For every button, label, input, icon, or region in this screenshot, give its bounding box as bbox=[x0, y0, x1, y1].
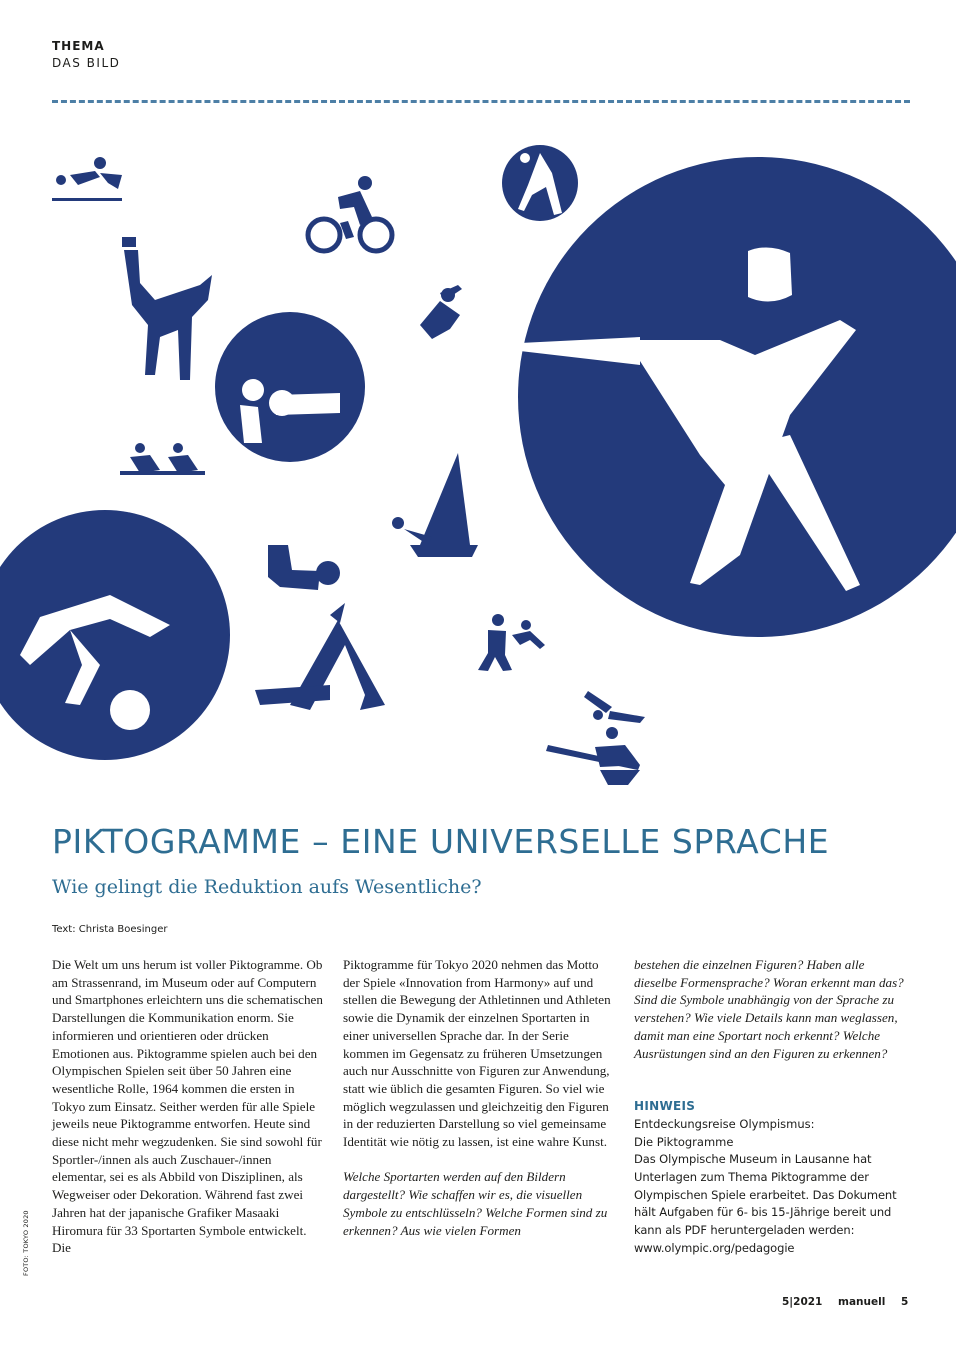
page-subtitle: Wie gelingt die Reduktion aufs Wesentliche? bbox=[52, 876, 482, 898]
climbing-icon bbox=[502, 145, 578, 221]
page-footer bbox=[782, 1296, 908, 1308]
section-subtitle: DAS BILD bbox=[52, 56, 121, 70]
dashed-divider bbox=[52, 100, 910, 103]
hinweis-title: HINWEIS bbox=[634, 1099, 696, 1114]
body-paragraph: Piktogramme für Tokyo 2020 nehmen das Motto der Spiele «Innovation from Harmony» auf und stellen die Bewegung der Athletinnen und Athleten sowie die Dynamik der einzelnen Sportarten in einer universellen Sprache dar. In der Serie kommen im Gegensatz zu früheren Umsetzungen auch nur Ausschnitte von Figuren zur Anwendung, statt wie üblich die gesamten Figuren. So viel wie möglich wegzulassen und gleichzeitig den Figuren in der reduzierten Darstellung so viel gemeinsame Identität wie nötig zu lassen, ist eine wahre Kunst. bbox=[343, 957, 611, 1150]
questions-paragraph: bestehen die einzelnen Figuren? Haben alle dieselbe Formensprache? Woran erkennt man das? Sind die Symbole unabhängig von der Sprache zu verstehen? Wie viele Details kann man weglassen, damit man eine Sportart noch erkennt? Welche Ausrüstungen sind an den Figuren zu erkennen? bbox=[634, 957, 904, 1061]
gymnastics-icon bbox=[420, 285, 462, 339]
text-column-3 bbox=[634, 956, 906, 1258]
issue-number: 5|2021 bbox=[782, 1296, 823, 1308]
fencing-icon bbox=[518, 157, 956, 637]
hinweis-subtitle-1: Entdeckungsreise Olympismus: bbox=[634, 1116, 815, 1131]
artistic-swimming-icon bbox=[255, 603, 385, 710]
text-column-2 bbox=[343, 956, 615, 1239]
shooting-icon bbox=[52, 157, 122, 201]
magazine-name: manuell bbox=[838, 1296, 886, 1308]
cycling-icon bbox=[308, 176, 392, 251]
hinweis-body: Das Olympische Museum in Lausanne hat Unterlagen zum Thema Piktogramme der Olympischen Spiele erarbeitet. Das Dokument hält Aufgaben für 6- bis 15-Jährige bereit und kann als PDF heruntergeladen werden: www.olympic.org/pedagogie bbox=[634, 1152, 897, 1255]
rowing-icon bbox=[120, 443, 205, 475]
questions-paragraph: Welche Sportarten werden auf den Bildern dargestellt? Wie schaffen wir es, die visuellen Symbole zu entschlüsseln? Welche Formen sind zu erkennen? Aus wie vielen Formen bbox=[343, 1169, 608, 1238]
byline: Text: Christa Boesinger bbox=[52, 924, 168, 935]
football-icon bbox=[0, 510, 230, 760]
page-title: PIKTOGRAMME – EINE UNIVERSELLE SPRACHE bbox=[52, 822, 830, 861]
body-paragraph: Die Welt um uns herum ist voller Piktogramme. Ob am Strassenrand, im Museum oder auf Computern und Smartphones erleichtern uns die schematischen Darstellungen die Kommunikation enorm. Sie informieren und orientieren oder drücken Emotionen aus. Piktogramme spielen auch bei den Olympischen Spielen seit über 50 Jahren eine wesentliche Rolle, 1964 kommen die ersten in Tokyo zum Einsatz. Seither werden für alle Spiele jeweils neue Piktogramme entworfen. Heute sind diese nicht mehr wegzudenken. Sie sind sowohl für Sportler-/innen als auch Zuschauer-/innen elementar, sei es als Abbild von Disziplinen, als Wegweiser oder Dekoration. Während fast zwei Jahren hat der japanische Grafiker Masaaki Hiromura für 33 Sportarten Symbole entwickelt. Die bbox=[52, 957, 323, 1256]
text-column-1 bbox=[52, 956, 324, 1257]
swimming-icon bbox=[584, 691, 645, 723]
hinweis-subtitle-2: Die Piktogramme bbox=[634, 1134, 734, 1149]
photo-credit: FOTO: TOKYO 2020 bbox=[22, 1210, 30, 1276]
pictogram-illustration bbox=[0, 125, 956, 815]
water-polo-icon bbox=[268, 545, 340, 590]
karate-icon bbox=[478, 614, 545, 671]
boxing-icon bbox=[215, 312, 365, 462]
section-kicker bbox=[52, 38, 120, 72]
section-title: THEMA bbox=[52, 39, 105, 53]
equestrian-icon bbox=[122, 237, 212, 380]
canoe-slalom-icon bbox=[546, 727, 640, 785]
page-number: 5 bbox=[900, 1296, 909, 1308]
sailing-icon bbox=[392, 453, 478, 557]
